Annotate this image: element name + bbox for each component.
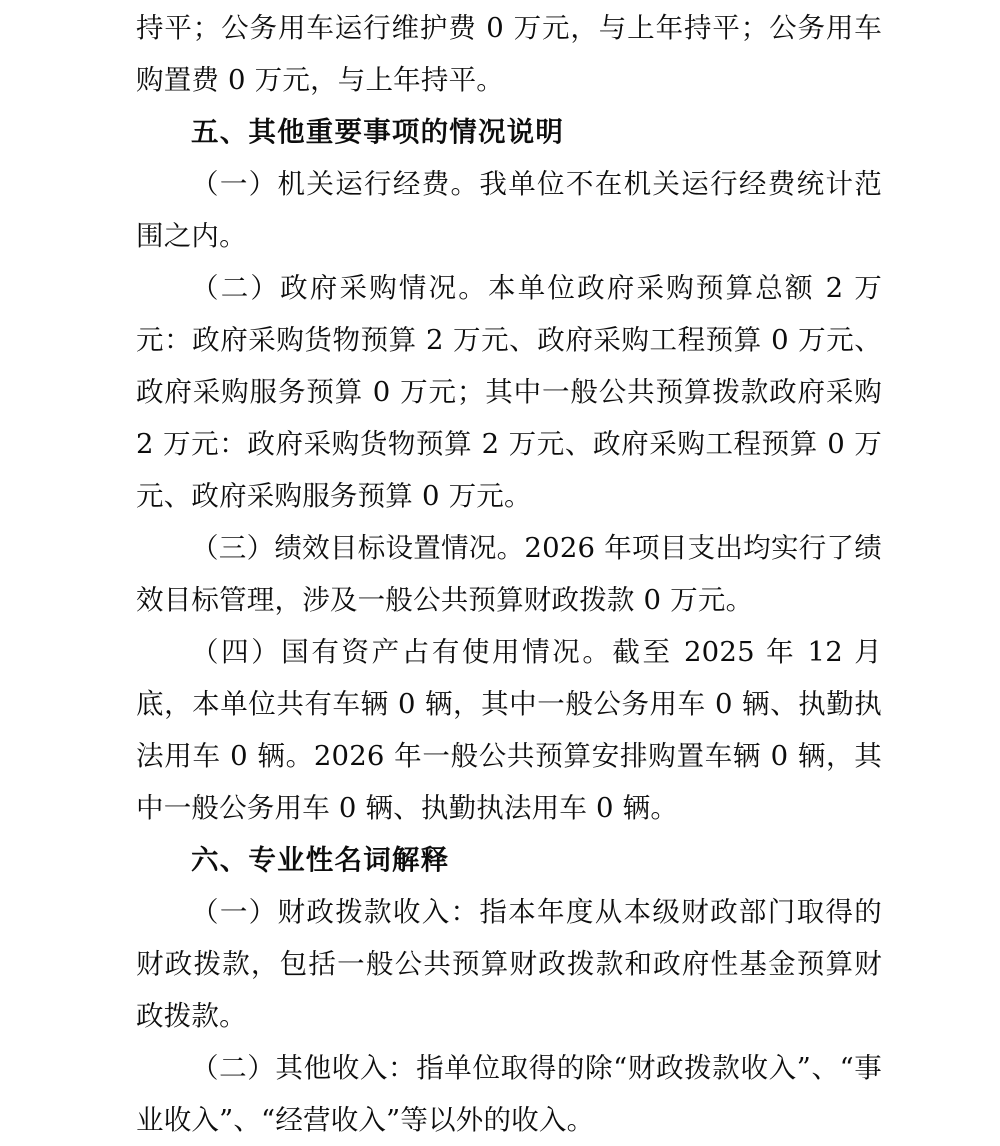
document-body (136, 0, 882, 1146)
paragraph-block (136, 262, 882, 522)
heading-section-five: 五、其他重要事项的情况说明 (191, 116, 565, 148)
paragraph-other-income: （二）其他收入：指单位取得的除“财政拨款收入”、“事业收入”、“经营收入”等以外的收入。 (136, 1052, 882, 1136)
paragraph-block (136, 1042, 882, 1146)
paragraph-agency-operating-funds: （一）机关运行经费。我单位不在机关运行经费统计范围之内。 (136, 168, 882, 252)
paragraph-block (136, 106, 882, 158)
paragraph-block (136, 522, 882, 626)
paragraph-block (136, 158, 882, 262)
heading-section-six: 六、专业性名词解释 (191, 844, 450, 876)
paragraph-continued-vehicle-costs: 持平；公务用车运行维护费 0 万元，与上年持平；公务用车购置费 0 万元，与上年持平。 (136, 12, 882, 96)
paragraph-block (136, 834, 882, 886)
paragraph-state-owned-assets: （四）国有资产占有使用情况。截至 2025 年 12 月底，本单位共有车辆 0 辆，其中一般公务用车 0 辆、执勤执法用车 0 辆。2026 年一般公共预算安排购置车辆 0 辆，其中一般公务用车 0 辆、执勤执法用车 0 辆。 (136, 636, 882, 824)
paragraph-performance-targets: （三）绩效目标设置情况。2026 年项目支出均实行了绩效目标管理，涉及一般公共预算财政拨款 0 万元。 (136, 532, 882, 616)
paragraph-government-procurement: （二）政府采购情况。本单位政府采购预算总额 2 万元：政府采购货物预算 2 万元、政府采购工程预算 0 万元、政府采购服务预算 0 万元；其中一般公共预算拨款政府采购 2 万元：政府采购货物预算 2 万元、政府采购工程预算 0 万元、政府采购服务预算 0 万元。 (136, 272, 882, 512)
paragraph-block (136, 626, 882, 834)
paragraph-fiscal-appropriation-income: （一）财政拨款收入：指本年度从本级财政部门取得的财政拨款，包括一般公共预算财政拨款和政府性基金预算财政拨款。 (136, 896, 882, 1032)
paragraph-block (136, 886, 882, 1042)
paragraph-block (136, 2, 882, 106)
